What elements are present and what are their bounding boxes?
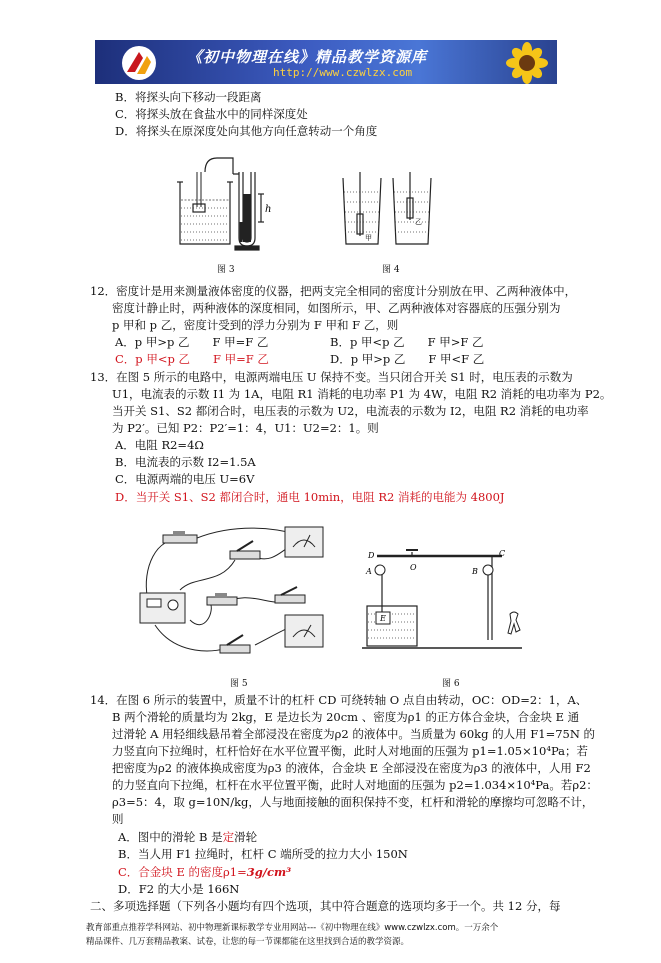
ammeter	[285, 615, 323, 647]
switch-s3	[220, 635, 250, 653]
figure-6-lever-pulley	[362, 548, 532, 653]
q11-option-c: C．将探头放在食盐水中的同样深度处	[115, 107, 308, 121]
sunflower-icon	[501, 42, 553, 84]
q12-line-1: 12．密度计是用来测量液体密度的仪器，把两支完全相同的密度计分别放在甲、乙两种液体中，	[90, 284, 577, 298]
q14-line-3: 过滑轮 A 用轻细线悬吊着全部浸没在密度为ρ2 的液体中。当质量为 60kg 的人用 F1=75N 的	[112, 727, 596, 741]
banner-title: 《初中物理在线》精品教学资源库	[187, 48, 428, 66]
fig3-h-label: h	[265, 204, 272, 215]
person-icon	[508, 612, 520, 634]
fig6-label-e: E	[380, 614, 386, 623]
q11-option-b: B．将探头向下移动一段距离	[115, 90, 262, 104]
fig6-label-a: A	[366, 567, 372, 576]
q12-line-2: 密度计静止时，两种液体的深度相同，如图所示，甲、乙两种液体对容器底的压强分别为	[112, 301, 561, 315]
q14-line-8: 则	[112, 812, 124, 826]
q12-option-b: B．p 甲<p 乙 F 甲>F 乙	[330, 335, 484, 349]
q13-option-a: A．电阻 R2=4Ω	[115, 438, 204, 452]
q14-option-a-suffix: 滑轮	[234, 830, 258, 844]
q14-option-c-answer	[118, 864, 291, 880]
figure-4-hydrometers	[338, 170, 438, 250]
q14-option-d: D．F2 的大小是 166N	[118, 882, 240, 896]
fig6-label-o: O	[410, 563, 417, 572]
q14-line-7: ρ3=5：4，取 g=10N/kg，人与地面接触的面积保持不变，杠杆和滑轮的摩擦均可忽略不计，	[112, 795, 594, 809]
q14-line-4: 力竖直向下拉绳时，杠杆恰好在水平位置平衡，此时人对地面的压强为 p1=1.05×10⁴Pa；若	[112, 744, 589, 758]
header-banner	[95, 40, 557, 84]
switch-s2	[275, 587, 305, 603]
figure-5-caption: 图 5	[230, 679, 248, 689]
q13-line-3: 当开关 S1、S2 都闭合时，电压表的示数为 U2，电流表的示数为 I2，电阻 R2 消耗的电功率	[112, 404, 589, 418]
figure-4-caption: 图 4	[382, 265, 400, 275]
q12-option-c-answer: C．p 甲<p 乙 F 甲=F 乙	[115, 352, 269, 366]
switch-s1	[230, 541, 260, 559]
q14-option-b: B．当人用 F1 拉绳时，杠杆 C 端所受的拉力大小 150N	[118, 847, 408, 861]
figure-3-pressure-gauge	[175, 152, 285, 252]
fig4-jia-label: 甲	[365, 234, 372, 242]
q14-line-6: 的力竖直向下拉绳，杠杆在水平位置平衡，此时人对地面的压强为 p2=1.034×10⁴Pa。若ρ2：	[112, 778, 598, 792]
q14-line-2: B 两个滑轮的质量均为 2kg，E 是边长为 20cm 、密度为ρ1 的正方体合金块，合金块 E 通	[112, 710, 580, 724]
fig4-yi-label: 乙	[415, 218, 422, 226]
q13-line-4: 为 P2′。已知 P2：P2′=1：4，U1：U2=2：1。则	[112, 421, 379, 435]
figure-5-circuit	[135, 515, 340, 675]
q14-line-5: 把密度为ρ2 的液体换成密度为ρ3 的液体，合金块 E 全部浸没在密度为ρ3 的液体中，人用 F2	[112, 761, 591, 775]
q12-line-3: p 甲和 p 乙，密度计受到的浮力分别为 F 甲和 F 乙，则	[112, 318, 399, 332]
q12-option-a: A．p 甲>p 乙 F 甲=F 乙	[115, 335, 269, 349]
q13-line-1: 13．在图 5 所示的电路中，电源两端电压 U 保持不变。当只闭合开关 S1 时，电压表的示数为	[90, 370, 573, 384]
q14-option-a-emph: 定	[222, 830, 235, 844]
q13-option-b: B．电流表的示数 I2=1.5A	[115, 455, 256, 469]
voltmeter	[285, 527, 323, 557]
q12-option-d: D．p 甲>p 乙 F 甲<F 乙	[330, 352, 485, 366]
fig6-label-c: C	[499, 549, 506, 558]
section-2-heading: 二、多项选择题（下列各小题均有四个选项，其中符合题意的选项均多于一个。共 12 分，每	[90, 899, 561, 913]
figure-3-caption: 图 3	[217, 265, 235, 275]
power-supply	[140, 593, 185, 623]
fig6-label-b: B	[472, 567, 478, 576]
fig6-label-d: D	[368, 551, 375, 560]
banner-url[interactable]: http://www.czwlzx.com	[273, 66, 413, 79]
q14-option-a	[118, 829, 257, 845]
figure-6-caption: 图 6	[442, 679, 460, 689]
footer-line-1: 教育部重点推荐学科网站、初中物理新课标教学专业用网站---《初中物理在线》www.czwlzx.com。一万余个	[86, 923, 499, 933]
site-logo	[117, 44, 161, 82]
resistor-r1	[163, 531, 197, 543]
q13-line-2: U1，电流表的示数 I1 为 1A，电阻 R1 消耗的电功率 P1 为 4W，电阻 R2 消耗的电功率为 P2。	[112, 387, 612, 401]
resistor-r2	[207, 593, 237, 605]
q13-option-d-answer: D．当开关 S1、S2 都闭合时，通电 10min，电阻 R2 消耗的电能为 4800J	[115, 490, 505, 504]
q13-option-c: C．电源两端的电压 U=6V	[115, 472, 255, 486]
q14-option-a-text: A．图中的滑轮 B 是	[118, 830, 223, 844]
footer-line-2: 精品课件、几万套精品教案、试卷，让您的每一节课都能在这里找到合适的教学资源。	[86, 937, 410, 947]
q14-line-1: 14．在图 6 所示的装置中，质量不计的杠杆 CD 可绕转轴 O 点自由转动，OC：OD=2：1，A、	[90, 693, 588, 707]
q14-option-c-emph: 3g/cm³	[246, 865, 292, 879]
q14-option-c-text: C．合金块 E 的密度ρ1=	[118, 865, 247, 879]
q11-option-d: D．将探头在原深度处向其他方向任意转动一个角度	[115, 124, 378, 138]
